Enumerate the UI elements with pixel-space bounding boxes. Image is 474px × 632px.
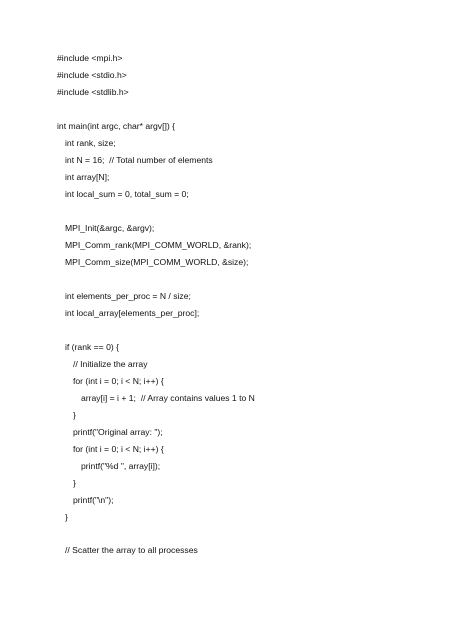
code-line-array-assignment: array[i] = i + 1; // Array contains values 1 to N <box>81 393 255 403</box>
code-line-initialize-comment: // Initialize the array <box>73 359 148 369</box>
code-line-init-loop-close: } <box>73 410 76 420</box>
code-line-init-loop: for (int i = 0; i < N; i++) { <box>73 376 164 386</box>
code-line-n-declaration: int N = 16; // Total number of elements <box>65 155 213 165</box>
code-line-print-original-label: printf("Original array: "); <box>73 427 163 437</box>
code-line-rank-zero-close: } <box>65 512 68 522</box>
code-line-mpi-comm-size: MPI_Comm_size(MPI_COMM_WORLD, &size); <box>65 257 249 267</box>
code-line-mpi-comm-rank: MPI_Comm_rank(MPI_COMM_WORLD, &rank); <box>65 240 252 250</box>
code-line-rank-size-declaration: int rank, size; <box>65 138 116 148</box>
code-line-scatter-comment: // Scatter the array to all processes <box>65 545 198 555</box>
code-line-include-stdlib: #include <stdlib.h> <box>57 87 129 97</box>
code-line-main-signature: int main(int argc, char* argv[]) { <box>57 121 175 131</box>
code-line-print-loop-close: } <box>73 478 76 488</box>
code-line-rank-zero-condition: if (rank == 0) { <box>65 342 119 352</box>
code-line-mpi-init: MPI_Init(&argc, &argv); <box>65 223 155 233</box>
code-line-local-array: int local_array[elements_per_proc]; <box>65 308 200 318</box>
code-line-elements-per-proc: int elements_per_proc = N / size; <box>65 291 191 301</box>
code-line-print-array-element: printf("%d ", array[i]); <box>81 461 161 471</box>
code-line-include-mpi: #include <mpi.h> <box>57 53 123 63</box>
code-line-include-stdio: #include <stdio.h> <box>57 70 127 80</box>
code-line-print-newline: printf("\n"); <box>73 495 114 505</box>
code-line-sum-declarations: int local_sum = 0, total_sum = 0; <box>65 189 189 199</box>
code-line-print-loop: for (int i = 0; i < N; i++) { <box>73 444 164 454</box>
code-line-array-declaration: int array[N]; <box>65 172 110 182</box>
